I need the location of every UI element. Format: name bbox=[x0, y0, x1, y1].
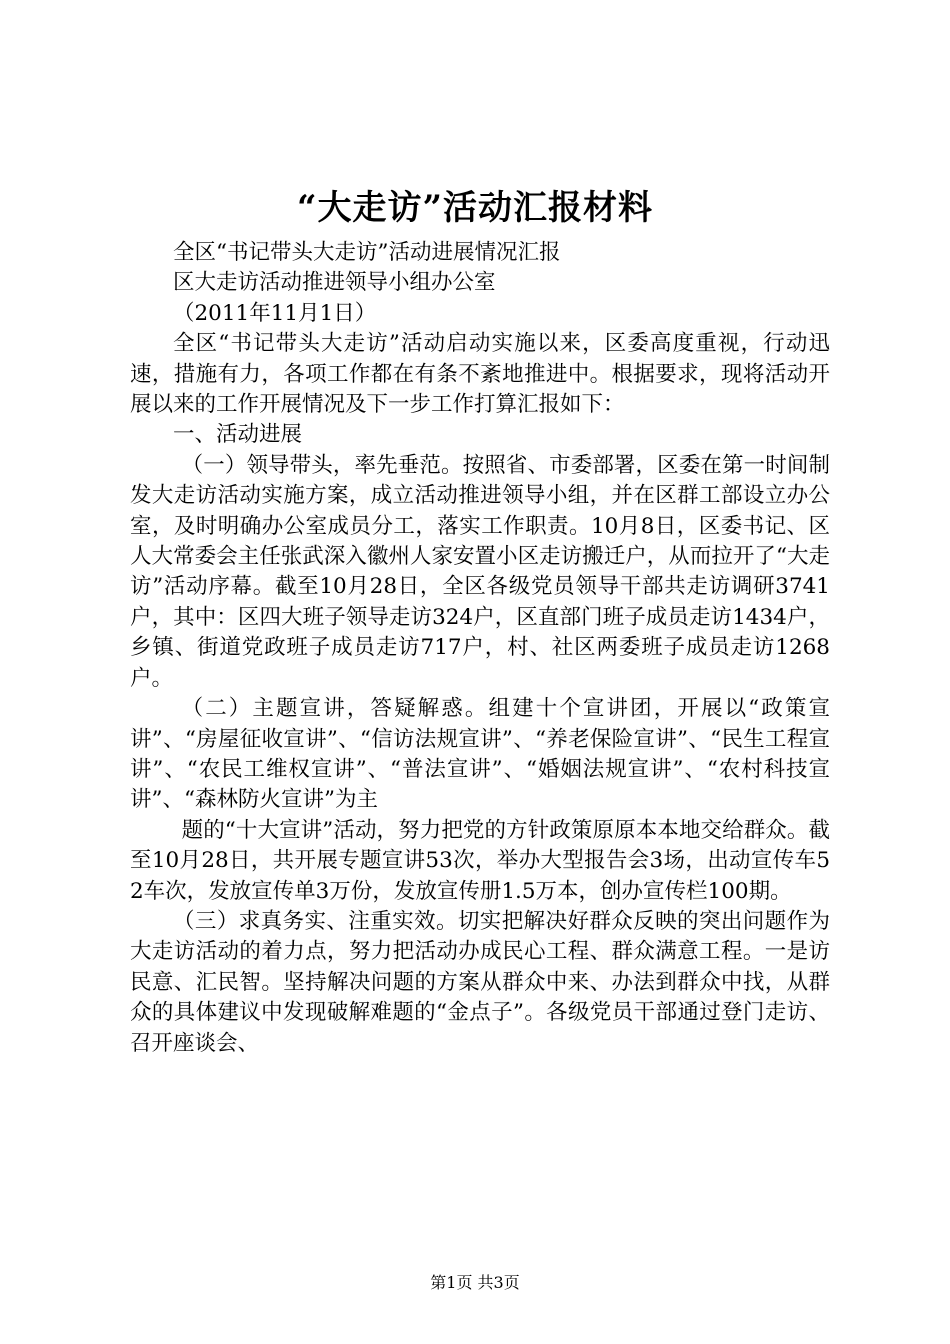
paragraph-leadership: （一）领导带头，率先垂范。按照省、市委部署，区委在第一时间制发大走访活动实施方案，成立活动推进领导小组，并在区群工部设立办公室，及时明确办公室成员分工，落实工作职责。10月8日，区委书记、区人大常委会主任张武深入徽州人家安置小区走访搬迁户，从而拉开了“大走访”活动序幕。截至10月28日，全区各级党员领导干部共走访调研3741户，其中：区四大班子领导走访324户，区直部门班子成员走访1434户，乡镇、街道党政班子成员走访717户，村、社区两委班子成员走访1268户。 bbox=[130, 452, 830, 691]
page-number: 第1页 共3页 bbox=[430, 1273, 520, 1292]
paragraph-practical-results: （三）求真务实、注重实效。切实把解决好群众反映的突出问题作为大走访活动的着力点，努力把活动办成民心工程、群众满意工程。一是访民意、汇民智。坚持解决问题的方案从群众中来、办法到群众中找，从群众的具体建议中发现破解难题的“金点子”。各级党员干部通过登门走访、召开座谈会、 bbox=[130, 908, 830, 1056]
paragraph-propaganda: （二）主题宣讲，答疑解惑。组建十个宣讲团，开展以“政策宣讲”、“房屋征收宣讲”、“信访法规宣讲”、“养老保险宣讲”、“民生工程宣讲”、“农民工维权宣讲”、“普法宣讲”、“婚姻法规宣讲”、“农村科技宣讲”、“森林防火宣讲”为主 bbox=[130, 696, 830, 813]
report-date: （2011年11月1日） bbox=[173, 300, 377, 326]
section-heading: 一、活动进展 bbox=[173, 422, 303, 448]
report-heading: 全区“书记带头大走访”活动进展情况汇报 bbox=[173, 240, 561, 265]
issuing-office: 区大走访活动推进领导小组办公室 bbox=[173, 270, 496, 296]
document-body bbox=[130, 238, 830, 1059]
document-title: “大走访”活动汇报材料 bbox=[296, 188, 654, 228]
paragraph-propaganda-continued: 题的“十大宣讲”活动，努力把党的方针政策原原本本地交给群众。截至10月28日，共开展专题宣讲53次，举办大型报告会3场，出动宣传车52车次，发放宣传单3万份，发放宣传册1.5万本，创办宣传栏100期。 bbox=[130, 817, 830, 904]
intro-paragraph: 全区“书记带头大走访”活动启动实施以来，区委高度重视，行动迅速，措施有力，各项工作都在有条不紊地推进中。根据要求，现将活动开展以来的工作开展情况及下一步工作打算汇报如下： bbox=[130, 331, 830, 418]
